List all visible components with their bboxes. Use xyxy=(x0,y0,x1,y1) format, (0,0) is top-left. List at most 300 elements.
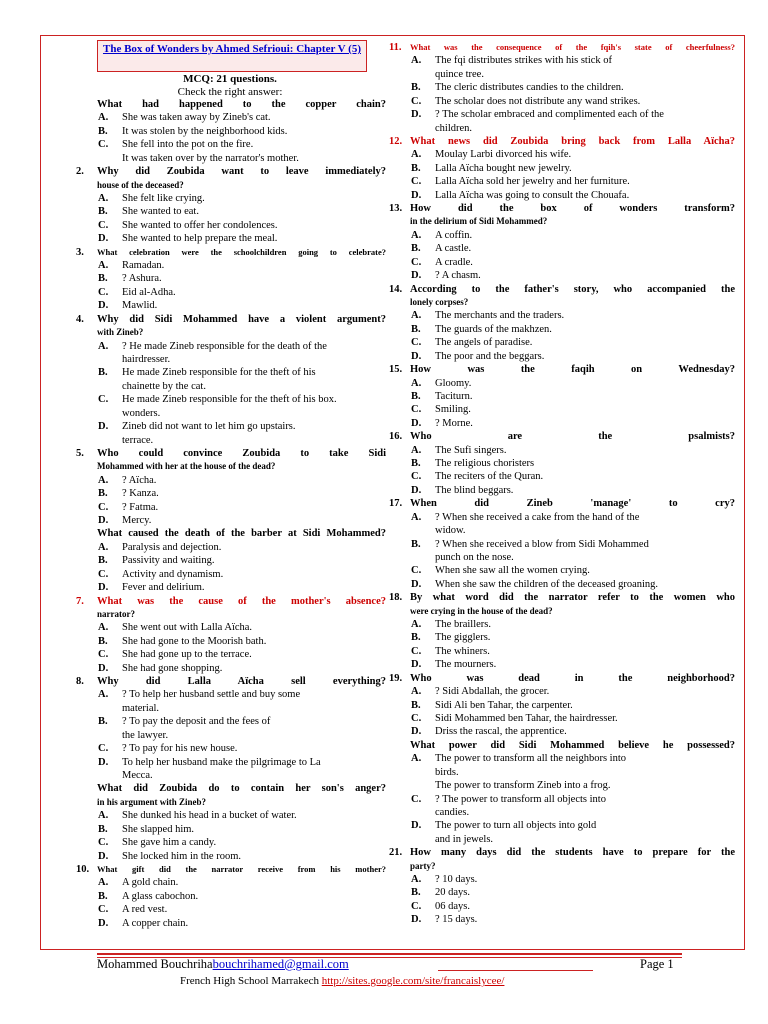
option-text: ? A chasm. xyxy=(435,270,481,282)
option-letter: B. xyxy=(411,538,421,550)
question-number: 2. xyxy=(76,166,84,178)
option-continuation: birds. xyxy=(435,766,459,778)
option-text: She went out with Lalla Aïcha. xyxy=(122,622,253,634)
question xyxy=(389,430,735,443)
option-letter: B. xyxy=(98,273,108,285)
option-text: Passivity and waiting. xyxy=(122,555,215,567)
option-text: It was stolen by the neighborhood kids. xyxy=(122,125,288,137)
option-letter: C. xyxy=(98,743,109,755)
option-letter: C. xyxy=(98,501,109,513)
answer-option[interactable] xyxy=(389,175,735,188)
answer-option[interactable] xyxy=(76,487,386,500)
question-text: What power did Sidi Mohammed believe he possessed? xyxy=(410,739,735,751)
answer-option[interactable] xyxy=(389,148,735,161)
answer-option[interactable] xyxy=(389,819,735,832)
option-text: ? The scholar embraced and complimented each of the xyxy=(435,109,664,121)
option-text: The braillers. xyxy=(435,619,491,631)
option-letter: D. xyxy=(98,421,109,433)
option-letter: D. xyxy=(411,726,422,738)
answer-option[interactable] xyxy=(389,350,735,363)
answer-option[interactable] xyxy=(76,876,386,889)
option-text: Activity and dynamism. xyxy=(122,568,224,580)
option-letter: D. xyxy=(98,233,109,245)
option-text: She dunked his head in a bucket of water. xyxy=(122,810,297,822)
option-text: ? To pay the deposit and the fees of xyxy=(122,716,271,728)
question-number: 13. xyxy=(389,203,403,215)
option-continuation: punch on the nose. xyxy=(435,551,514,563)
answer-option[interactable] xyxy=(389,269,735,282)
option-letter: A. xyxy=(411,149,422,161)
option-letter: A. xyxy=(411,619,422,631)
answer-option[interactable] xyxy=(389,470,735,483)
option-letter: D. xyxy=(411,417,422,429)
answer-option[interactable] xyxy=(389,81,735,94)
question-number: 8. xyxy=(76,676,84,688)
option-text: Lalla Aïcha bought new jewelry. xyxy=(435,162,572,174)
option-text: The gigglers. xyxy=(435,632,491,644)
answer-option[interactable] xyxy=(76,662,386,675)
answer-option[interactable] xyxy=(76,756,386,769)
option-text: ? The power to transform all objects into xyxy=(435,793,606,805)
option-letter: D. xyxy=(411,484,422,496)
answer-option[interactable] xyxy=(389,189,735,202)
option-letter: C. xyxy=(411,404,422,416)
answer-option[interactable] xyxy=(76,205,386,218)
question-text: What was the cause of the mother's absence? xyxy=(97,595,386,607)
answer-option[interactable] xyxy=(389,229,735,242)
option-text: 20 days. xyxy=(435,887,470,899)
option-letter: A. xyxy=(98,877,109,889)
option-letter: C. xyxy=(98,139,109,151)
option-letter: C. xyxy=(411,565,422,577)
option-text: Taciturn. xyxy=(435,390,473,402)
question-text: What caused the death of the barber at Sidi Mohammed? xyxy=(97,528,386,540)
answer-option[interactable] xyxy=(76,514,386,527)
answer-option[interactable] xyxy=(389,685,735,698)
option-letter: B. xyxy=(98,635,108,647)
option-text: Lalla Aïcha sold her jewelry and her furniture. xyxy=(435,176,630,188)
option-text: Paralysis and dejection. xyxy=(122,541,222,553)
answer-option[interactable] xyxy=(76,393,386,406)
answer-option[interactable] xyxy=(76,917,386,930)
option-text: Moulay Larbi divorced his wife. xyxy=(435,149,572,161)
option-text: The merchants and the traders. xyxy=(435,310,565,322)
answer-option[interactable] xyxy=(76,232,386,245)
answer-option[interactable] xyxy=(76,111,386,124)
question-continuation: in the delirium of Sidi Mohammed? xyxy=(410,216,548,227)
question xyxy=(389,497,735,510)
option-text: Mawlid. xyxy=(122,300,158,312)
option-letter: A. xyxy=(98,622,109,634)
option-text: Smiling. xyxy=(435,404,471,416)
option-text: ? 10 days. xyxy=(435,874,478,886)
author xyxy=(97,957,349,972)
option-text: ? When she received a cake from the hand of the xyxy=(435,511,640,523)
option-text: The guards of the makhzen. xyxy=(435,323,552,335)
option-letter: C. xyxy=(411,471,422,483)
option-continuation: wonders. xyxy=(122,407,161,419)
option-continuation: chainette by the cat. xyxy=(122,380,206,392)
option-continuation: material. xyxy=(122,702,160,714)
answer-option[interactable] xyxy=(389,336,735,349)
answer-option[interactable] xyxy=(76,742,386,755)
answer-option[interactable] xyxy=(76,152,386,165)
option-text: The cleric distributes candies to the children. xyxy=(435,82,624,94)
question xyxy=(76,165,386,178)
option-letter: B. xyxy=(411,82,421,94)
answer-option[interactable] xyxy=(389,618,735,631)
option-letter: C. xyxy=(98,568,109,580)
question xyxy=(76,782,386,795)
answer-option[interactable] xyxy=(76,219,386,232)
question-continuation: lonely corpses? xyxy=(410,296,469,307)
option-text: It was taken over by the narrator's mother. xyxy=(122,152,299,164)
option-text: ? To help her husband settle and buy some xyxy=(122,689,301,701)
answer-option[interactable] xyxy=(76,715,386,728)
option-text: ? To pay for his new house. xyxy=(122,743,238,755)
option-letter: C. xyxy=(98,219,109,231)
question-text: What news did Zoubida bring back from Lalla Aïcha? xyxy=(410,135,735,147)
question xyxy=(76,863,386,876)
answer-option[interactable] xyxy=(76,541,386,554)
title-link[interactable]: The Box of Wonders by Ahmed Sefrioui: Chapter V (5) xyxy=(102,43,362,55)
option-letter: D. xyxy=(411,270,422,282)
answer-option[interactable] xyxy=(76,903,386,916)
answer-option[interactable] xyxy=(76,823,386,836)
question-number: 12. xyxy=(389,135,403,147)
option-letter: A. xyxy=(411,229,422,241)
answer-option[interactable] xyxy=(76,850,386,863)
option-letter: B. xyxy=(411,323,421,335)
answer-option[interactable] xyxy=(76,554,386,567)
question-number: 7. xyxy=(76,595,84,607)
answer-option[interactable] xyxy=(76,299,386,312)
answer-option[interactable] xyxy=(76,836,386,849)
answer-option[interactable] xyxy=(76,259,386,272)
option-text: The whiners. xyxy=(435,645,490,657)
option-letter: C. xyxy=(411,793,422,805)
answer-option[interactable] xyxy=(389,444,735,457)
option-letter: A. xyxy=(411,310,422,322)
option-text: When she saw all the women crying. xyxy=(435,565,590,577)
answer-option[interactable] xyxy=(389,484,735,497)
option-continuation: hairdresser. xyxy=(122,353,171,365)
option-letter: C. xyxy=(411,645,422,657)
question-continuation: house of the deceased? xyxy=(97,179,184,190)
option-letter: C. xyxy=(411,176,422,188)
option-text: ? Fatma. xyxy=(122,501,159,513)
author-email[interactable]: bouchrihamed@gmail.com xyxy=(212,957,349,971)
option-continuation: quince tree. xyxy=(435,68,484,80)
option-text: Eid al-Adha. xyxy=(122,286,176,298)
option-text: She was taken away by Zineb's cat. xyxy=(122,112,271,124)
question-text: Why did Zoubida want to leave immediately? xyxy=(97,166,386,178)
option-letter: B. xyxy=(98,488,108,500)
question-number: 17. xyxy=(389,498,403,510)
answer-option[interactable] xyxy=(389,712,735,725)
question-text: By what word did the narrator refer to the women who xyxy=(410,592,735,604)
question-number: 11. xyxy=(389,42,402,53)
option-letter: A. xyxy=(98,112,109,124)
option-text: She wanted to help prepare the meal. xyxy=(122,233,278,245)
answer-option[interactable] xyxy=(76,192,386,205)
option-text: A red vest. xyxy=(122,904,168,916)
option-text: ? Ashura. xyxy=(122,273,162,285)
option-text: Ramadan. xyxy=(122,260,165,272)
answer-option[interactable] xyxy=(389,323,735,336)
answer-option[interactable] xyxy=(389,511,735,524)
option-text: She slapped him. xyxy=(122,823,195,835)
option-letter: C. xyxy=(411,95,422,107)
answer-option[interactable] xyxy=(76,809,386,822)
option-letter: A. xyxy=(98,810,109,822)
answer-option[interactable] xyxy=(389,578,735,591)
option-letter: D. xyxy=(98,582,109,594)
option-text: The scholar does not distribute any wand strikes. xyxy=(435,95,641,107)
option-letter: D. xyxy=(98,850,109,862)
option-text: ? Sidi Abdallah, the grocer. xyxy=(435,686,550,698)
option-text: She fell into the pot on the fire. xyxy=(122,139,254,151)
page-number: Page 1 xyxy=(640,957,674,971)
option-letter: A. xyxy=(411,55,422,67)
option-letter: B. xyxy=(98,555,108,567)
answer-option[interactable] xyxy=(389,699,735,712)
answer-option[interactable] xyxy=(76,420,386,433)
answer-option[interactable] xyxy=(389,242,735,255)
school-url[interactable]: http://sites.google.com/site/francaislycee/ xyxy=(321,975,505,987)
answer-option[interactable] xyxy=(76,272,386,285)
option-letter: C. xyxy=(98,837,109,849)
option-text: She locked him in the room. xyxy=(122,850,241,862)
option-text: Sidi Ali ben Tahar, the carpenter. xyxy=(435,699,573,711)
option-letter: C. xyxy=(98,904,109,916)
option-letter: A. xyxy=(411,753,422,765)
answer-option[interactable] xyxy=(76,286,386,299)
question xyxy=(76,595,386,608)
question xyxy=(389,363,735,376)
option-letter: A. xyxy=(411,686,422,698)
question-continuation: party? xyxy=(410,860,436,871)
answer-option[interactable] xyxy=(389,95,735,108)
answer-option[interactable] xyxy=(389,256,735,269)
question-text: Why did Sidi Mohammed have a violent argument? xyxy=(97,313,386,325)
option-letter: A. xyxy=(411,377,422,389)
question xyxy=(76,675,386,688)
answer-option[interactable] xyxy=(389,900,735,913)
question-number: 21. xyxy=(389,847,403,859)
answer-option[interactable] xyxy=(76,366,386,379)
answer-option[interactable] xyxy=(389,457,735,470)
option-continuation: the lawyer. xyxy=(122,729,169,741)
option-text: A glass cabochon. xyxy=(122,890,199,902)
question xyxy=(389,672,735,685)
option-text: A coffin. xyxy=(435,229,473,241)
option-text: The angels of paradise. xyxy=(435,337,533,349)
option-continuation: Mecca. xyxy=(122,770,153,781)
question xyxy=(76,447,386,460)
question-text: Who are the psalmists? xyxy=(410,431,735,443)
question-text: When did Zineb 'manage' to cry? xyxy=(410,498,735,510)
option-text: Gloomy. xyxy=(435,377,472,389)
question-text: How was the faqih on Wednesday? xyxy=(410,364,735,376)
option-letter: D. xyxy=(98,917,109,929)
option-text: ? Morne. xyxy=(435,417,473,429)
option-letter: A. xyxy=(98,541,109,553)
option-letter: B. xyxy=(98,206,108,218)
option-continuation: terrace. xyxy=(122,434,154,446)
option-text: 06 days. xyxy=(435,900,470,912)
question-text: What gift did the narrator receive from his mother? xyxy=(97,863,386,874)
answer-option[interactable] xyxy=(76,635,386,648)
question-text: Who could convince Zoubida to take Sidi xyxy=(97,447,386,459)
option-letter: C. xyxy=(98,649,109,661)
option-continuation: The power to transform Zineb into a frog. xyxy=(435,780,611,792)
question xyxy=(76,527,386,540)
answer-option[interactable] xyxy=(389,564,735,577)
answer-option[interactable] xyxy=(389,538,735,551)
answer-option[interactable] xyxy=(389,390,735,403)
option-text: When she saw the children of the deceased groaning. xyxy=(435,578,659,590)
option-text: The power to transform all the neighbors into xyxy=(435,753,626,765)
question-text: How many days did the students have to prepare for the xyxy=(410,847,735,859)
option-letter: D. xyxy=(411,659,422,671)
option-letter: C. xyxy=(411,337,422,349)
option-letter: D. xyxy=(98,662,109,674)
option-letter: B. xyxy=(98,367,108,379)
answer-option[interactable] xyxy=(389,403,735,416)
option-text: ? When she received a blow from Sidi Mohammed xyxy=(435,538,649,550)
option-letter: A. xyxy=(98,340,109,352)
option-letter: C. xyxy=(98,394,109,406)
answer-option[interactable] xyxy=(76,125,386,138)
option-letter: B. xyxy=(98,890,108,902)
question-continuation: Mohammed with her at the house of the dead? xyxy=(97,461,276,472)
option-letter: B. xyxy=(98,823,108,835)
option-letter: A. xyxy=(98,260,109,272)
option-text: ? 15 days. xyxy=(435,914,478,926)
question xyxy=(389,41,735,54)
option-continuation: and in jewels. xyxy=(435,833,494,845)
answer-option[interactable] xyxy=(76,340,386,353)
option-letter: B. xyxy=(411,887,421,899)
question-number: 16. xyxy=(389,431,403,443)
answer-option[interactable] xyxy=(389,162,735,175)
option-text: She wanted to offer her condolences. xyxy=(122,219,278,231)
option-text: He made Zineb responsible for the theft of his box. xyxy=(122,394,337,406)
option-letter: D. xyxy=(411,578,422,590)
option-letter: D. xyxy=(98,300,109,312)
footer-rule xyxy=(97,953,682,955)
answer-option[interactable] xyxy=(389,417,735,430)
option-text: A cradle. xyxy=(435,256,473,268)
answer-option[interactable] xyxy=(76,474,386,487)
question-continuation: narrator? xyxy=(97,608,135,619)
answer-option[interactable] xyxy=(389,913,735,926)
option-letter: C. xyxy=(98,286,109,298)
option-text: She felt like crying. xyxy=(122,192,205,204)
answer-option[interactable] xyxy=(389,658,735,671)
question xyxy=(76,313,386,326)
option-letter: D. xyxy=(411,820,422,832)
option-text: ? Aïcha. xyxy=(122,474,157,486)
option-text: She had gone shopping. xyxy=(122,662,223,674)
answer-option[interactable] xyxy=(76,138,386,151)
option-letter: D. xyxy=(411,189,422,201)
option-letter: C. xyxy=(411,713,422,724)
option-continuation: candies. xyxy=(435,806,470,818)
question-number: 4. xyxy=(76,313,84,325)
question-text: How did the box of wonders transform? xyxy=(410,203,735,215)
option-letter: B. xyxy=(411,699,421,711)
answer-option[interactable] xyxy=(76,568,386,581)
footer-underline xyxy=(438,958,593,971)
option-text: The reciters of the Quran. xyxy=(435,471,544,483)
answer-option[interactable] xyxy=(389,108,735,121)
question-continuation: in his argument with Zineb? xyxy=(97,796,207,807)
answer-option[interactable] xyxy=(389,645,735,658)
question-text: According to the father's story, who accompanied the xyxy=(410,283,735,295)
answer-option[interactable] xyxy=(389,377,735,390)
question-text: What was the consequence of the fqih's state of cheerfulness? xyxy=(410,42,735,52)
question-text: What did Zoubida do to contain her son's anger? xyxy=(97,783,386,795)
option-text: Zineb did not want to let him go upstairs. xyxy=(122,421,296,433)
option-text: The blind beggars. xyxy=(435,484,514,496)
question-text: What had happened to the copper chain? xyxy=(97,99,386,110)
question-number: 5. xyxy=(76,447,84,459)
option-letter: D. xyxy=(411,109,422,121)
option-letter: D. xyxy=(98,756,109,768)
option-letter: B. xyxy=(411,162,421,174)
school-line xyxy=(180,975,504,987)
option-text: The poor and the beggars. xyxy=(435,350,545,362)
question xyxy=(389,202,735,215)
answer-option[interactable] xyxy=(389,873,735,886)
answer-option[interactable] xyxy=(76,688,386,701)
option-letter: A. xyxy=(98,689,109,701)
answer-option[interactable] xyxy=(389,54,735,67)
question xyxy=(389,591,735,604)
answer-option[interactable] xyxy=(76,648,386,661)
answer-option[interactable] xyxy=(389,752,735,765)
option-text: He made Zineb responsible for the theft of his xyxy=(122,367,316,379)
option-text: She had gone up to the terrace. xyxy=(122,649,252,661)
option-text: She gave him a candy. xyxy=(122,837,217,849)
option-letter: D. xyxy=(98,515,109,527)
answer-option[interactable] xyxy=(76,890,386,903)
option-text: The fqi distributes strikes with his stick of xyxy=(435,55,613,67)
question-continuation: were crying in the house of the dead? xyxy=(410,605,553,616)
answer-option[interactable] xyxy=(389,725,735,738)
option-text: To help her husband make the pilgrimage to La xyxy=(122,756,321,768)
answer-option[interactable] xyxy=(389,309,735,322)
school-name: French High School Marrakech xyxy=(180,975,319,987)
option-text: A copper chain. xyxy=(122,917,189,929)
answer-option[interactable] xyxy=(389,793,735,806)
answer-option[interactable] xyxy=(76,581,386,594)
option-text: Fever and delirium. xyxy=(122,582,205,594)
answer-option[interactable] xyxy=(76,501,386,514)
answer-option[interactable] xyxy=(76,621,386,634)
option-letter: A. xyxy=(411,511,422,523)
question-continuation: with Zineb? xyxy=(97,327,144,338)
option-letter: D. xyxy=(411,914,422,926)
answer-option[interactable] xyxy=(389,886,735,899)
question-text: Who was dead in the neighborhood? xyxy=(410,672,735,684)
answer-option[interactable] xyxy=(389,631,735,644)
author-name: Mohammed Bouchriha xyxy=(97,957,213,971)
option-text: Sidi Mohammed ben Tahar, the hairdresser. xyxy=(435,713,618,724)
option-text: She wanted to eat. xyxy=(122,206,199,218)
